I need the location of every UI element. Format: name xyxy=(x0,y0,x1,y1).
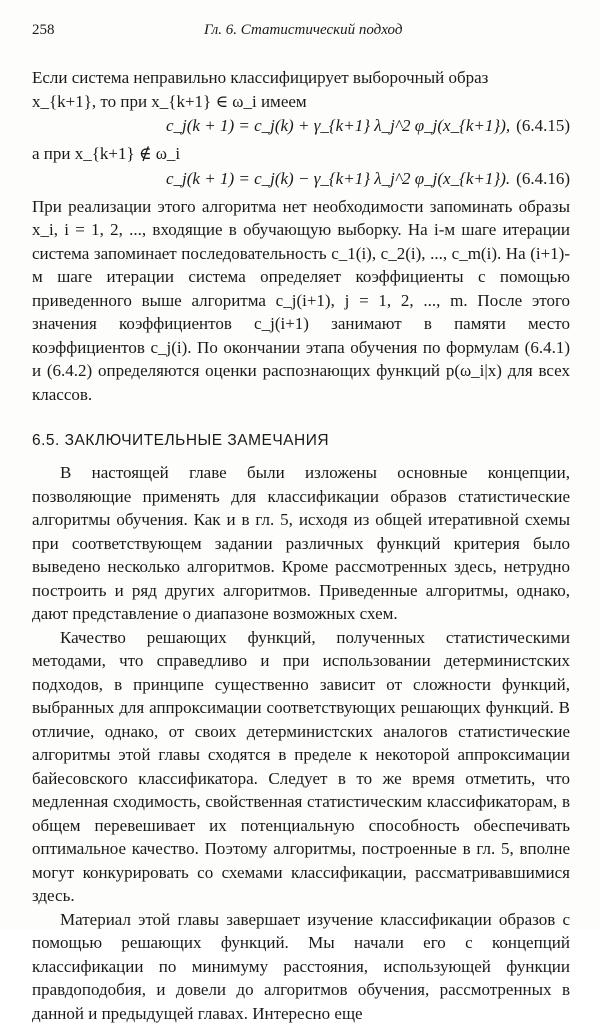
section-heading xyxy=(32,432,570,450)
equation-number: (6.4.16) xyxy=(516,169,570,189)
paragraph-algorithm: При реализации этого алгоритма нет необходимости запоминать образы x_i, i = 1, 2, ..., входящие в обучающую выборку. На i-м шаге итерации система запоминает последовательность c_1(i), c_2(i), ..., c_m(i). На (i+1)-м шаге итерации система определяет коэффициенты с помощью приведенного выше алгоритма c_j(i+1), j = 1, 2, ..., m. После этого значения коэффициентов c_j(i+1) занимают в памяти место коэффициентов c_j(i). По окончании этапа обучения по формулам (6.4.1) и (6.4.2) определяются оценки распознающих функций p(ω_i|x) для всех классов. xyxy=(32,195,570,407)
running-title: Гл. 6. Статистический подход xyxy=(204,22,402,39)
intro-line-2: x_{k+1}, то при x_{k+1} ∈ ω_i имеем xyxy=(32,90,570,114)
equation-number: (6.4.15) xyxy=(516,116,570,136)
mid-line: а при x_{k+1} ∉ ω_i xyxy=(32,142,570,166)
intro-line-1: Если система неправильно классифицирует выборочный образ xyxy=(32,66,570,90)
section-number: 6.5. xyxy=(32,432,60,449)
section-title: ЗАКЛЮЧИТЕЛЬНЫЕ ЗАМЕЧАНИЯ xyxy=(65,432,329,449)
page-number: 258 xyxy=(32,22,55,39)
paragraph-conclusion-3: Материал этой главы завершает изучение классификации образов с помощью решающих функций. Мы начали его с концепций классификации по минимуму расстояния, использующей функции правдоподобия, и довели до алгоритмов обучения, рассмотренных в данной и предыдущей главах. Интересно еще xyxy=(32,908,570,1025)
equation-formula: c_j(k + 1) = c_j(k) − γ_{k+1} λ_j^2 φ_j(x_{k+1}). xyxy=(166,169,510,189)
equation-formula: c_j(k + 1) = c_j(k) + γ_{k+1} λ_j^2 φ_j(x_{k+1}), xyxy=(166,116,510,136)
page-header xyxy=(32,22,570,42)
paragraph-conclusion-2: Качество решающих функций, полученных статистическими методами, что справедливо и при использовании детерминистских подходов, в принципе существенно зависит от сложности функций, выбранных для аппроксимации соответствующих решающих функций. В отличие, однако, от своих детерминистских аналогов статистические алгоритмы этой главы сходятся в пределе к некоторой аппроксимации байесовского классификатора. Следует в то же время отметить, что медленная сходимость, свойственная статистическим классификаторам, в общем перевешивает их потенциальную способность обеспечивать оптимальное качество. Поэтому алгоритмы, построенные в гл. 5, вполне могут конкурировать со схемами классификации, рассматривавшимися здесь. xyxy=(32,626,570,908)
equation-6-4-16 xyxy=(32,166,570,195)
equation-6-4-15 xyxy=(32,113,570,142)
paragraph-conclusion-1: В настоящей главе были изложены основные концепции, позволяющие применять для классификации образов статистические алгоритмы обучения. Как и в гл. 5, исходя из общей итеративной схемы при соответствующем задании различных функций критерия было выведено несколько алгоритмов. Кроме рассмотренных здесь, нетрудно построить и ряд других алгоритмов. Приведенные алгоритмы, однако, дают представление о диапазоне возможных схем. xyxy=(32,461,570,626)
